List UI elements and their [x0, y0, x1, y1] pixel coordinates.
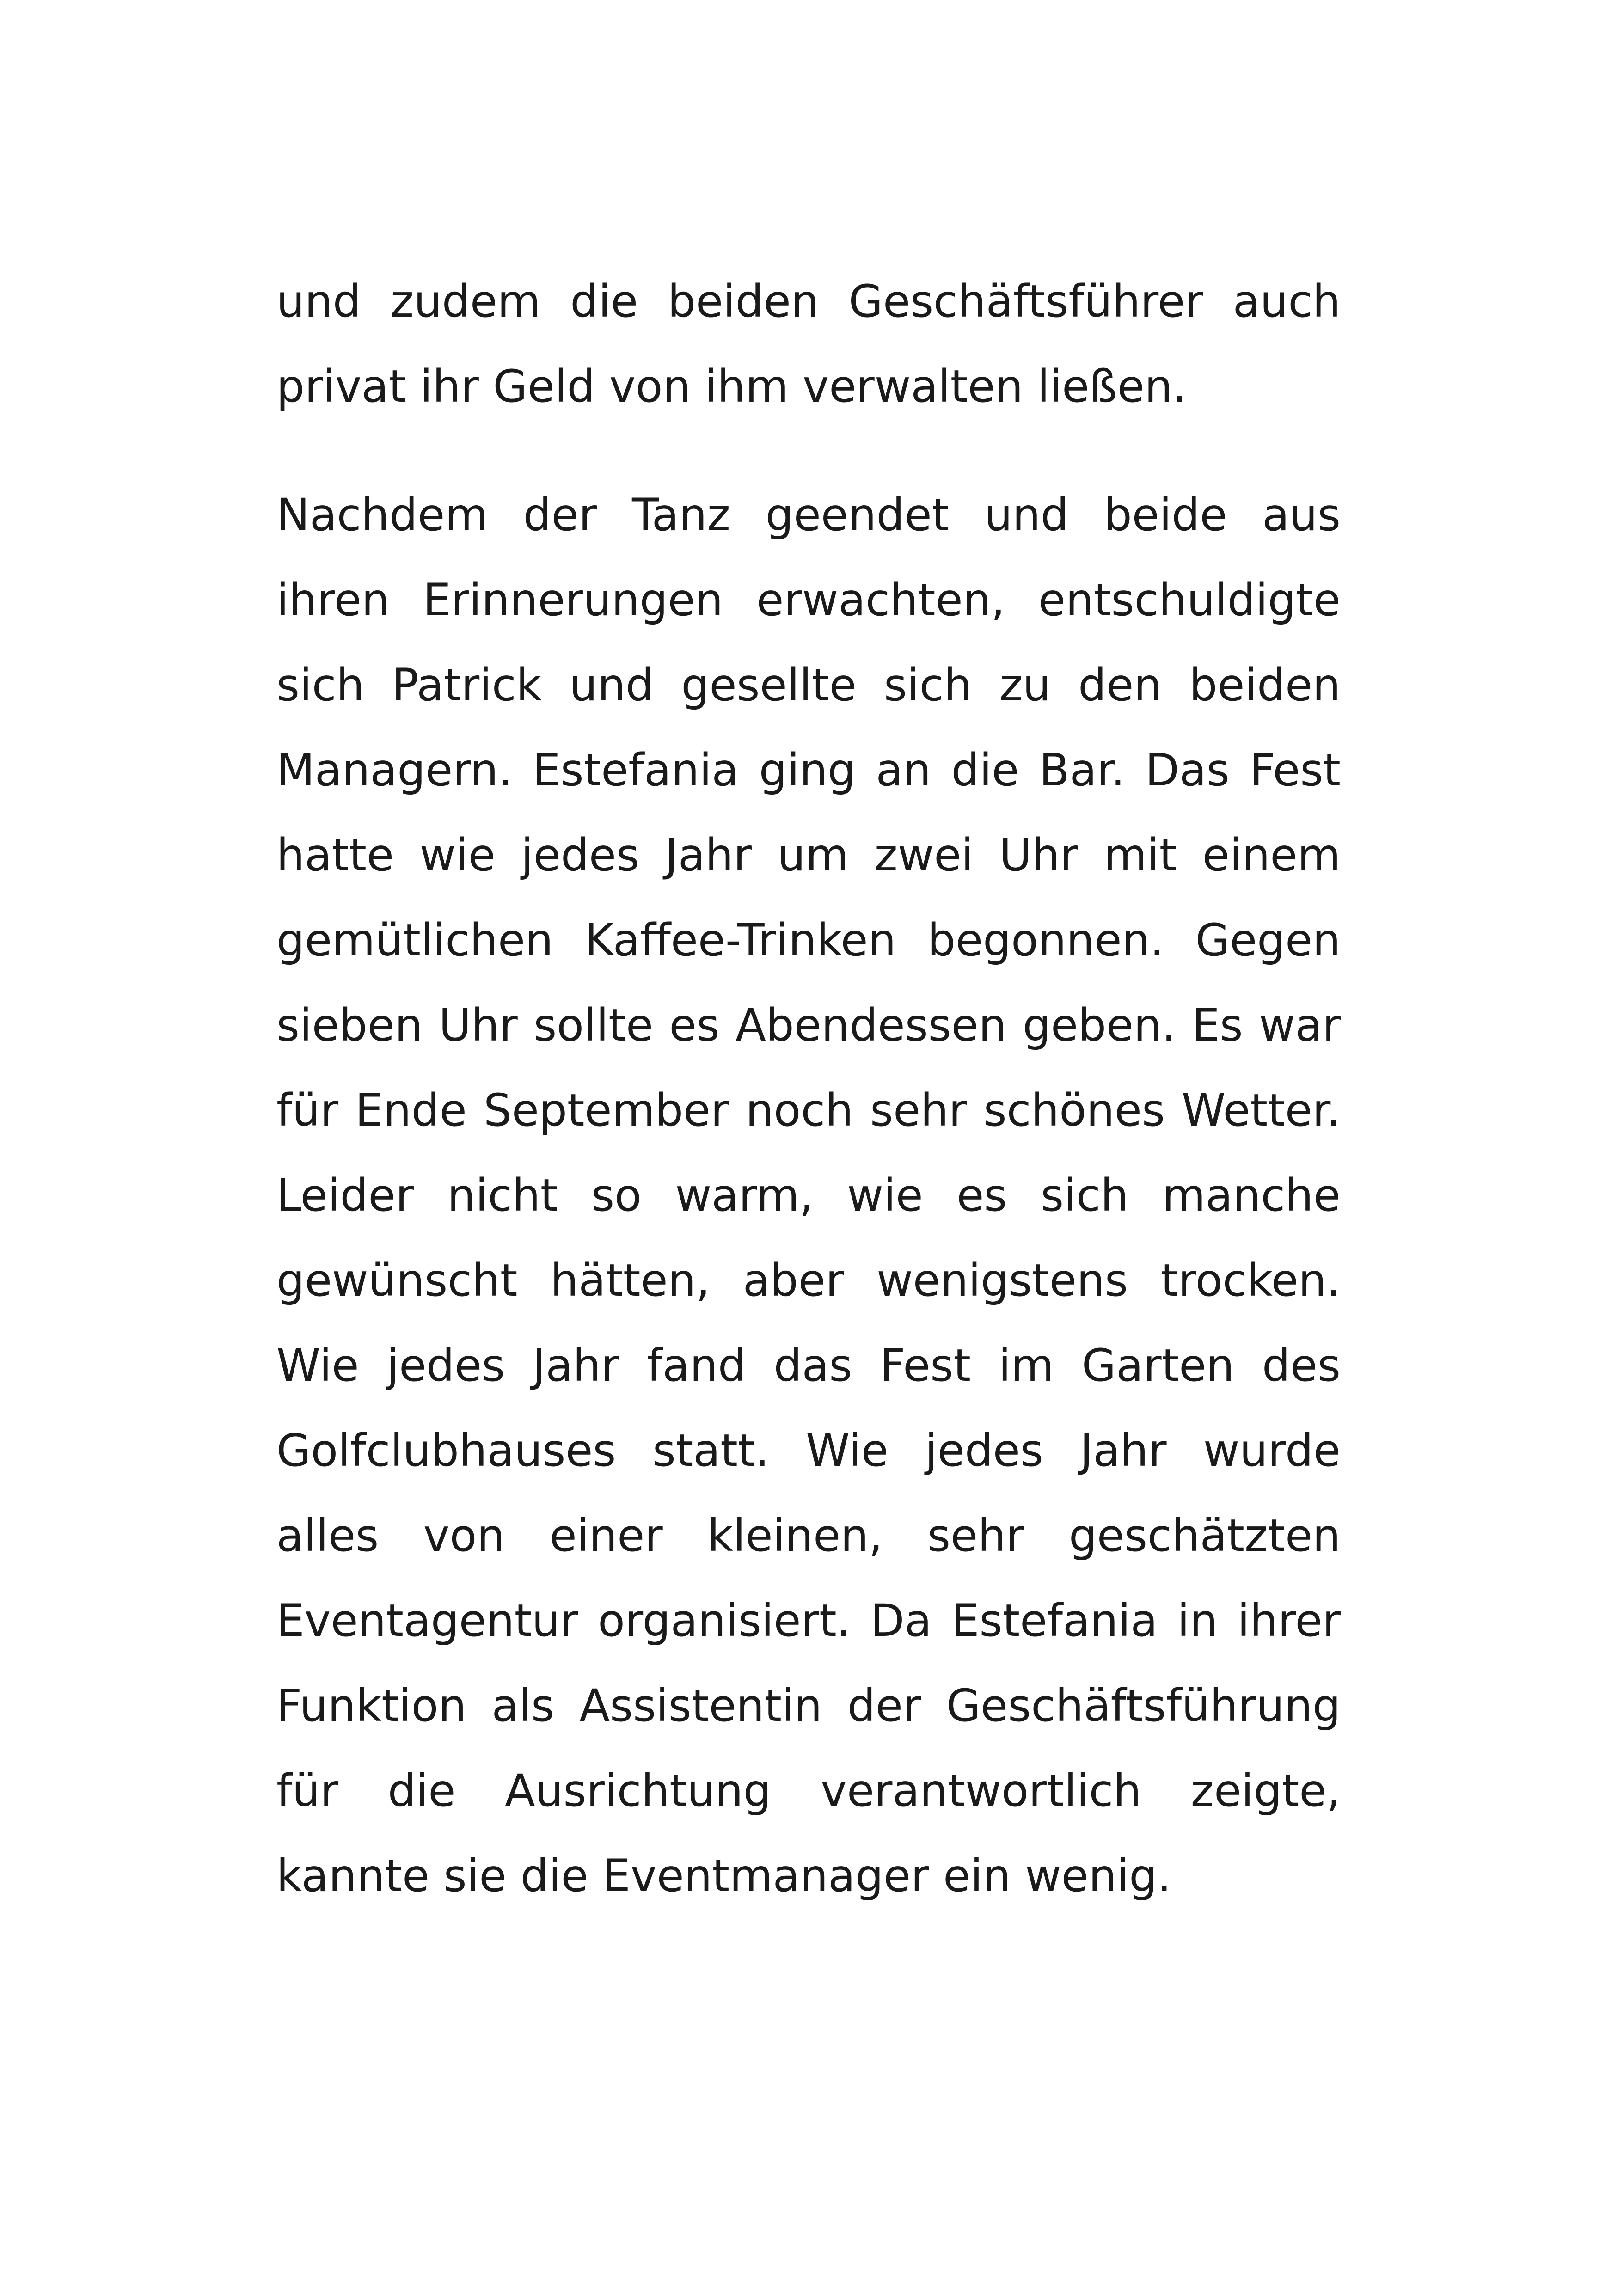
paragraph-1: und zudem die beiden Geschäftsführer auch privat ihr Geld von ihm verwalten ließen.: [276, 276, 1341, 412]
paragraph-2: Nachdem der Tanz geendet und beide aus ihren Erinnerungen erwachten, entschuldigte sich Patrick und gesellte sich zu den beiden Managern. Estefania ging an die Bar. Das Fest hatte wie jedes Jahr um zwei Uhr mit einem gemütlichen Kaffee-Trinken begonnen. Gegen sieben Uhr sollte es Abendessen geben. Es war für Ende September noch sehr schönes Wetter. Leider nicht so warm, wie es sich manche gewünscht hätten, aber wenigstens trocken. Wie jedes Jahr fand das Fest im Garten des Golfclubhauses statt. Wie jedes Jahr wurde alles von einer kleinen, sehr geschätzten Eventagentur organisiert. Da Estefania in ihrer Funktion als Assistentin der Geschäftsführung für die Ausrichtung verantwortlich zeigte, kannte sie die Eventmanager ein wenig.: [276, 489, 1341, 1902]
text-column: [276, 259, 1341, 1918]
